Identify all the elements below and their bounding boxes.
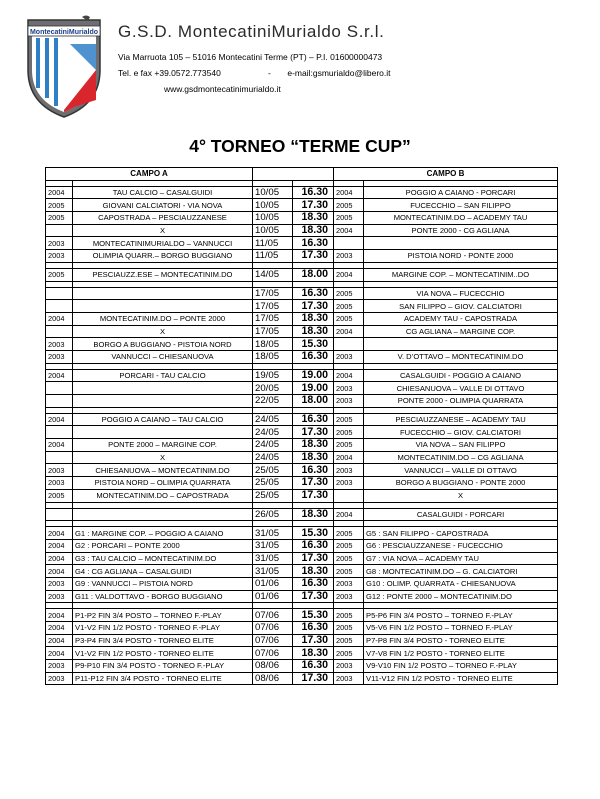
match-b-cell: G12 : PONTE 2000 – MONTECATINIM.DO bbox=[364, 590, 558, 603]
year-b-cell: 2003 bbox=[334, 672, 364, 685]
year-a-cell: 2004 bbox=[46, 369, 73, 382]
year-b-cell: 2005 bbox=[334, 287, 364, 300]
time-cell: 16.30 bbox=[293, 577, 334, 590]
year-a-cell: 2004 bbox=[46, 552, 73, 565]
club-logo bbox=[24, 14, 104, 120]
match-row bbox=[46, 590, 558, 603]
year-a-cell: 2003 bbox=[46, 338, 73, 351]
time-cell: 17.30 bbox=[293, 634, 334, 647]
match-b-cell: V7-V8 FIN 1/2 POSTO - TORNEO ELITE bbox=[364, 647, 558, 660]
year-a-cell: 2005 bbox=[46, 212, 73, 225]
match-row bbox=[46, 609, 558, 622]
match-a-cell: CAPOSTRADA – PESCIAUZZANESE bbox=[73, 212, 253, 225]
year-a-cell: 2003 bbox=[46, 672, 73, 685]
time-cell: 17.30 bbox=[293, 489, 334, 502]
match-a-cell: X bbox=[73, 451, 253, 464]
year-b-cell: 2005 bbox=[334, 527, 364, 540]
match-b-cell: P5-P6 FIN 3/4 POSTO – TORNEO F.-PLAY bbox=[364, 609, 558, 622]
year-a-cell: 2003 bbox=[46, 577, 73, 590]
year-b-cell: 2003 bbox=[334, 590, 364, 603]
time-cell: 16.30 bbox=[293, 237, 334, 250]
match-a-cell: G3 : TAU CALCIO – MONTECATINIM.DO bbox=[73, 552, 253, 565]
date-cell: 20/05 bbox=[253, 382, 293, 395]
match-a-cell: G2 : PORCARI – PONTE 2000 bbox=[73, 539, 253, 552]
match-row bbox=[46, 395, 558, 408]
year-a-cell: 2003 bbox=[46, 477, 73, 490]
year-b-cell: 2003 bbox=[334, 250, 364, 263]
match-row bbox=[46, 338, 558, 351]
year-b-cell: 2005 bbox=[334, 300, 364, 313]
schedule-table bbox=[45, 167, 558, 685]
time-cell: 16.30 bbox=[293, 660, 334, 673]
match-a-cell: OLIMPIA QUARR.– BORGO BUGGIANO bbox=[73, 250, 253, 263]
column-header-time bbox=[253, 168, 334, 181]
time-cell: 17.30 bbox=[293, 590, 334, 603]
match-a-cell: PESCIAUZZ.ESE – MONTECATINIM.DO bbox=[73, 268, 253, 281]
year-a-cell: 2003 bbox=[46, 590, 73, 603]
match-a-cell: G4 : CG AGLIANA – CASALGUIDI bbox=[73, 565, 253, 578]
date-cell: 17/05 bbox=[253, 287, 293, 300]
match-b-cell: MARGINE COP. – MONTECATINIM..DO bbox=[364, 268, 558, 281]
match-b-cell: P7-P8 FIN 3/4 POSTO - TORNEO ELITE bbox=[364, 634, 558, 647]
date-cell: 31/05 bbox=[253, 552, 293, 565]
year-b-cell bbox=[334, 489, 364, 502]
time-cell: 17.30 bbox=[293, 552, 334, 565]
match-a-cell bbox=[73, 382, 253, 395]
time-cell: 18.30 bbox=[293, 224, 334, 237]
match-a-cell: G1 : MARGINE COP. – POGGIO A CAIANO bbox=[73, 527, 253, 540]
match-row bbox=[46, 325, 558, 338]
match-row bbox=[46, 224, 558, 237]
year-b-cell: 2003 bbox=[334, 395, 364, 408]
match-b-cell: CASALGUIDI - POGGIO A CAIANO bbox=[364, 369, 558, 382]
match-a-cell: MONTECATINIM.DO – CAPOSTRADA bbox=[73, 489, 253, 502]
date-cell: 01/06 bbox=[253, 577, 293, 590]
year-b-cell: 2003 bbox=[334, 477, 364, 490]
match-a-cell: G9 : VANNUCCI – PISTOIA NORD bbox=[73, 577, 253, 590]
match-b-cell: FUCECCHIO – SAN FILIPPO bbox=[364, 199, 558, 212]
match-b-cell: ACADEMY TAU - CAPOSTRADA bbox=[364, 312, 558, 325]
match-b-cell: VIA NOVA – SAN FILIPPO bbox=[364, 439, 558, 452]
column-header-campo-a: CAMPO A bbox=[46, 168, 253, 181]
year-b-cell: 2005 bbox=[334, 199, 364, 212]
date-cell: 07/06 bbox=[253, 634, 293, 647]
time-cell: 18.00 bbox=[293, 268, 334, 281]
year-b-cell: 2005 bbox=[334, 439, 364, 452]
year-b-cell: 2004 bbox=[334, 325, 364, 338]
match-b-cell: MONTECATINIM.DO – CG AGLIANA bbox=[364, 451, 558, 464]
match-row bbox=[46, 439, 558, 452]
match-row bbox=[46, 622, 558, 635]
match-a-cell: VANNUCCI – CHIESANUOVA bbox=[73, 350, 253, 363]
match-b-cell: PISTOIA NORD - PONTE 2000 bbox=[364, 250, 558, 263]
date-cell: 18/05 bbox=[253, 338, 293, 351]
match-b-cell: CG AGLIANA – MARGINE COP. bbox=[364, 325, 558, 338]
date-cell: 31/05 bbox=[253, 565, 293, 578]
year-a-cell: 2004 bbox=[46, 539, 73, 552]
year-b-cell: 2005 bbox=[334, 634, 364, 647]
match-b-cell: SAN FILIPPO – GIOV. CALCIATORI bbox=[364, 300, 558, 313]
date-cell: 19/05 bbox=[253, 369, 293, 382]
match-b-cell: G7 : VIA NOVA – ACADEMY TAU bbox=[364, 552, 558, 565]
match-a-cell: V1-V2 FIN 1/2 POSTO - TORNEO F.-PLAY bbox=[73, 622, 253, 635]
match-b-cell: FUCECCHIO – GIOV. CALCIATORI bbox=[364, 426, 558, 439]
match-row bbox=[46, 647, 558, 660]
email-line bbox=[268, 68, 390, 78]
year-a-cell bbox=[46, 426, 73, 439]
match-row bbox=[46, 489, 558, 502]
date-cell: 01/06 bbox=[253, 590, 293, 603]
phone-fax: Tel. e fax +39.0572.773540 bbox=[118, 68, 221, 78]
match-row bbox=[46, 451, 558, 464]
match-row bbox=[46, 382, 558, 395]
match-a-cell: P3-P4 FIN 3/4 POSTO - TORNEO ELITE bbox=[73, 634, 253, 647]
time-cell: 16.30 bbox=[293, 539, 334, 552]
match-row bbox=[46, 464, 558, 477]
year-b-cell: 2004 bbox=[334, 268, 364, 281]
year-a-cell bbox=[46, 325, 73, 338]
date-cell: 31/05 bbox=[253, 539, 293, 552]
year-b-cell: 2004 bbox=[334, 224, 364, 237]
year-a-cell: 2004 bbox=[46, 312, 73, 325]
year-b-cell: 2004 bbox=[334, 369, 364, 382]
match-row bbox=[46, 527, 558, 540]
time-cell: 15.30 bbox=[293, 609, 334, 622]
match-a-cell: GIOVANI CALCIATORI - VIA NOVA bbox=[73, 199, 253, 212]
time-cell: 17.30 bbox=[293, 300, 334, 313]
date-cell: 10/05 bbox=[253, 199, 293, 212]
time-cell: 16.30 bbox=[293, 350, 334, 363]
year-a-cell: 2003 bbox=[46, 350, 73, 363]
date-cell: 10/05 bbox=[253, 224, 293, 237]
year-a-cell: 2005 bbox=[46, 489, 73, 502]
match-row bbox=[46, 212, 558, 225]
match-a-cell: POGGIO A CAIANO – TAU CALCIO bbox=[73, 413, 253, 426]
address: Via Marruota 105 – 51016 Montecatini Terme (PT) – P.I. 01600000473 bbox=[118, 52, 383, 62]
match-row bbox=[46, 199, 558, 212]
date-cell: 26/05 bbox=[253, 508, 293, 521]
table-header-row bbox=[46, 168, 558, 181]
match-a-cell: X bbox=[73, 325, 253, 338]
year-a-cell bbox=[46, 508, 73, 521]
date-cell: 08/06 bbox=[253, 672, 293, 685]
date-cell: 25/05 bbox=[253, 489, 293, 502]
time-cell: 16.30 bbox=[293, 464, 334, 477]
year-b-cell: 2005 bbox=[334, 312, 364, 325]
match-b-cell: VANNUCCI – VALLE DI OTTAVO bbox=[364, 464, 558, 477]
date-cell: 31/05 bbox=[253, 527, 293, 540]
year-a-cell: 2004 bbox=[46, 186, 73, 199]
year-b-cell: 2005 bbox=[334, 609, 364, 622]
match-a-cell: P1-P2 FIN 3/4 POSTO – TORNEO F.-PLAY bbox=[73, 609, 253, 622]
year-a-cell: 2004 bbox=[46, 609, 73, 622]
year-b-cell: 2005 bbox=[334, 539, 364, 552]
time-cell: 18.30 bbox=[293, 439, 334, 452]
year-b-cell: 2004 bbox=[334, 451, 364, 464]
match-row bbox=[46, 312, 558, 325]
match-a-cell bbox=[73, 395, 253, 408]
match-row bbox=[46, 300, 558, 313]
date-cell: 07/06 bbox=[253, 622, 293, 635]
match-row bbox=[46, 477, 558, 490]
email-separator: - bbox=[268, 68, 271, 78]
date-cell: 24/05 bbox=[253, 439, 293, 452]
year-b-cell: 2003 bbox=[334, 350, 364, 363]
year-a-cell: 2004 bbox=[46, 647, 73, 660]
year-a-cell: 2003 bbox=[46, 660, 73, 673]
time-cell: 19.00 bbox=[293, 382, 334, 395]
year-b-cell: 2003 bbox=[334, 382, 364, 395]
website: www.gsdmontecatinimurialdo.it bbox=[164, 84, 281, 94]
date-cell: 24/05 bbox=[253, 426, 293, 439]
time-cell: 16.30 bbox=[293, 186, 334, 199]
year-b-cell bbox=[334, 338, 364, 351]
date-cell: 25/05 bbox=[253, 464, 293, 477]
date-cell: 17/05 bbox=[253, 312, 293, 325]
year-b-cell: 2003 bbox=[334, 464, 364, 477]
match-a-cell: BORGO A BUGGIANO - PISTOIA NORD bbox=[73, 338, 253, 351]
year-a-cell bbox=[46, 300, 73, 313]
match-row bbox=[46, 426, 558, 439]
year-b-cell: 2005 bbox=[334, 413, 364, 426]
match-a-cell: TAU CALCIO – CASALGUIDI bbox=[73, 186, 253, 199]
date-cell: 25/05 bbox=[253, 477, 293, 490]
year-a-cell bbox=[46, 224, 73, 237]
year-b-cell bbox=[334, 237, 364, 250]
match-b-cell: V9-V10 FIN 1/2 POSTO – TORNEO F.-PLAY bbox=[364, 660, 558, 673]
year-b-cell: 2005 bbox=[334, 212, 364, 225]
column-header-campo-b: CAMPO B bbox=[334, 168, 558, 181]
match-b-cell: X bbox=[364, 489, 558, 502]
match-b-cell: BORGO A BUGGIANO - PONTE 2000 bbox=[364, 477, 558, 490]
date-cell: 14/05 bbox=[253, 268, 293, 281]
match-row bbox=[46, 634, 558, 647]
match-row bbox=[46, 350, 558, 363]
time-cell: 16.30 bbox=[293, 287, 334, 300]
time-cell: 16.30 bbox=[293, 622, 334, 635]
time-cell: 18.30 bbox=[293, 325, 334, 338]
date-cell: 11/05 bbox=[253, 237, 293, 250]
time-cell: 18.30 bbox=[293, 212, 334, 225]
date-cell: 11/05 bbox=[253, 250, 293, 263]
match-b-cell: G6 : PESCIAUZZANESE - FUCECCHIO bbox=[364, 539, 558, 552]
year-b-cell: 2005 bbox=[334, 552, 364, 565]
time-cell: 15.30 bbox=[293, 338, 334, 351]
match-a-cell: P9-P10 FIN 3/4 POSTO - TORNEO F.-PLAY bbox=[73, 660, 253, 673]
year-a-cell: 2005 bbox=[46, 268, 73, 281]
year-b-cell: 2004 bbox=[334, 508, 364, 521]
date-cell: 22/05 bbox=[253, 395, 293, 408]
match-a-cell: MONTECATINIM.DO – PONTE 2000 bbox=[73, 312, 253, 325]
year-a-cell bbox=[46, 451, 73, 464]
match-row bbox=[46, 577, 558, 590]
time-cell: 17.30 bbox=[293, 672, 334, 685]
year-a-cell: 2004 bbox=[46, 622, 73, 635]
match-b-cell: V5-V6 FIN 1/2 POSTO – TORNEO F.-PLAY bbox=[364, 622, 558, 635]
year-b-cell: 2005 bbox=[334, 622, 364, 635]
match-b-cell: CHIESANUOVA – VALLE DI OTTAVO bbox=[364, 382, 558, 395]
year-b-cell: 2005 bbox=[334, 426, 364, 439]
date-cell: 10/05 bbox=[253, 186, 293, 199]
match-b-cell: G10 : OLIMP. QUARRATA - CHIESANUOVA bbox=[364, 577, 558, 590]
year-a-cell: 2004 bbox=[46, 565, 73, 578]
match-b-cell: PONTE 2000 - OLIMPIA QUARRATA bbox=[364, 395, 558, 408]
match-row bbox=[46, 287, 558, 300]
date-cell: 08/06 bbox=[253, 660, 293, 673]
year-a-cell: 2005 bbox=[46, 199, 73, 212]
match-a-cell: PONTE 2000 – MARGINE COP. bbox=[73, 439, 253, 452]
match-b-cell: G8 : MONTECATINIM.DO – G. CALCIATORI bbox=[364, 565, 558, 578]
match-row bbox=[46, 250, 558, 263]
match-b-cell: PONTE 2000 - CG AGLIANA bbox=[364, 224, 558, 237]
match-b-cell: MONTECATINIM.DO – ACADEMY TAU bbox=[364, 212, 558, 225]
time-cell: 18.30 bbox=[293, 451, 334, 464]
match-row bbox=[46, 552, 558, 565]
organization-name: G.S.D. MontecatiniMurialdo S.r.l. bbox=[118, 22, 385, 41]
match-b-cell: PESCIAUZZANESE – ACADEMY TAU bbox=[364, 413, 558, 426]
logo-text: MontecatiniMurialdo bbox=[29, 29, 99, 36]
match-a-cell: PORCARI - TAU CALCIO bbox=[73, 369, 253, 382]
date-cell: 10/05 bbox=[253, 212, 293, 225]
date-cell: 07/06 bbox=[253, 609, 293, 622]
time-cell: 18.00 bbox=[293, 395, 334, 408]
match-a-cell: X bbox=[73, 224, 253, 237]
time-cell: 18.30 bbox=[293, 565, 334, 578]
year-a-cell: 2003 bbox=[46, 464, 73, 477]
match-row bbox=[46, 369, 558, 382]
match-a-cell: G11 : VALDOTTAVO - BORGO BUGGIANO bbox=[73, 590, 253, 603]
match-row bbox=[46, 186, 558, 199]
match-a-cell bbox=[73, 508, 253, 521]
match-a-cell: V1-V2 FIN 1/2 POSTO - TORNEO ELITE bbox=[73, 647, 253, 660]
year-b-cell: 2005 bbox=[334, 565, 364, 578]
email: e-mail:gsmurialdo@libero.it bbox=[287, 68, 391, 78]
match-row bbox=[46, 672, 558, 685]
match-a-cell: P11-P12 FIN 3/4 POSTO - TORNEO ELITE bbox=[73, 672, 253, 685]
year-b-cell: 2005 bbox=[334, 647, 364, 660]
match-b-cell: POGGIO A CAIANO - PORCARI bbox=[364, 186, 558, 199]
time-cell: 15.30 bbox=[293, 527, 334, 540]
year-a-cell: 2003 bbox=[46, 237, 73, 250]
match-row bbox=[46, 565, 558, 578]
year-a-cell bbox=[46, 287, 73, 300]
match-b-cell bbox=[364, 338, 558, 351]
match-row bbox=[46, 237, 558, 250]
time-cell: 18.30 bbox=[293, 508, 334, 521]
year-b-cell: 2003 bbox=[334, 660, 364, 673]
tournament-title: 4° TORNEO “TERME CUP” bbox=[189, 136, 411, 156]
date-cell: 24/05 bbox=[253, 413, 293, 426]
time-cell: 17.30 bbox=[293, 250, 334, 263]
year-a-cell: 2003 bbox=[46, 250, 73, 263]
year-b-cell: 2004 bbox=[334, 186, 364, 199]
time-cell: 18.30 bbox=[293, 312, 334, 325]
match-a-cell bbox=[73, 300, 253, 313]
year-b-cell: 2003 bbox=[334, 577, 364, 590]
match-b-cell: VIA NOVA – FUCECCHIO bbox=[364, 287, 558, 300]
match-b-cell: G5 : SAN FILIPPO - CAPOSTRADA bbox=[364, 527, 558, 540]
match-row bbox=[46, 660, 558, 673]
year-a-cell: 2004 bbox=[46, 527, 73, 540]
year-a-cell: 2004 bbox=[46, 413, 73, 426]
year-a-cell bbox=[46, 395, 73, 408]
match-row bbox=[46, 508, 558, 521]
match-b-cell: CASALGUIDI - PORCARI bbox=[364, 508, 558, 521]
match-a-cell: CHIESANUOVA – MONTECATINIM.DO bbox=[73, 464, 253, 477]
time-cell: 17.30 bbox=[293, 199, 334, 212]
match-a-cell bbox=[73, 426, 253, 439]
match-b-cell: V11-V12 FIN 1/2 POSTO - TORNEO ELITE bbox=[364, 672, 558, 685]
time-cell: 17.30 bbox=[293, 477, 334, 490]
year-a-cell: 2004 bbox=[46, 439, 73, 452]
time-cell: 16.30 bbox=[293, 413, 334, 426]
time-cell: 19.00 bbox=[293, 369, 334, 382]
match-a-cell: MONTECATINIMURIALDO – VANNUCCI bbox=[73, 237, 253, 250]
year-a-cell: 2004 bbox=[46, 634, 73, 647]
time-cell: 17.30 bbox=[293, 426, 334, 439]
match-a-cell: PISTOIA NORD – OLIMPIA QUARRATA bbox=[73, 477, 253, 490]
date-cell: 24/05 bbox=[253, 451, 293, 464]
date-cell: 18/05 bbox=[253, 350, 293, 363]
date-cell: 17/05 bbox=[253, 325, 293, 338]
match-b-cell: V. D’OTTAVO – MONTECATINIM.DO bbox=[364, 350, 558, 363]
year-a-cell bbox=[46, 382, 73, 395]
match-a-cell bbox=[73, 287, 253, 300]
match-row bbox=[46, 268, 558, 281]
match-b-cell bbox=[364, 237, 558, 250]
date-cell: 07/06 bbox=[253, 647, 293, 660]
time-cell: 18.30 bbox=[293, 647, 334, 660]
match-row bbox=[46, 413, 558, 426]
date-cell: 17/05 bbox=[253, 300, 293, 313]
match-row bbox=[46, 539, 558, 552]
